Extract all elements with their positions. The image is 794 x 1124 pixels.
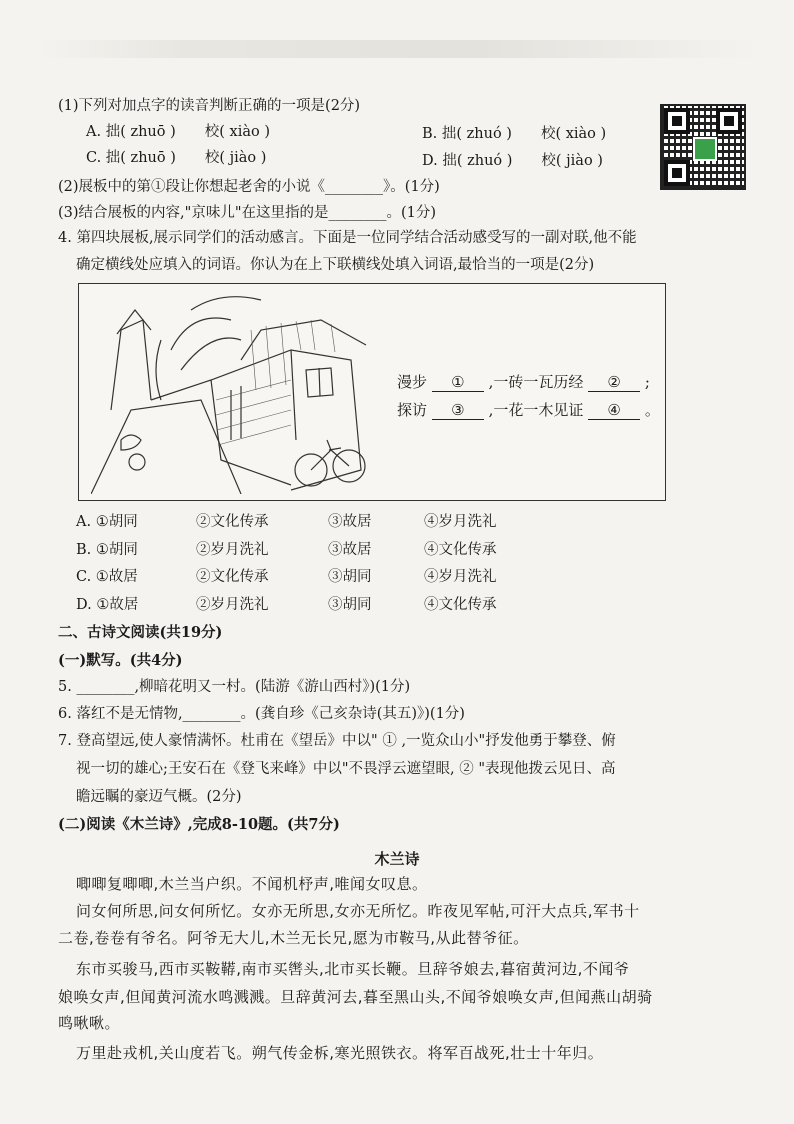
q5: 5. ________,柳暗花明又一村。(陆游《游山西村》)(1分) (58, 679, 411, 695)
q4-option-b-1: B. ①胡同 (76, 542, 138, 558)
q4-line2: 确定横线处应填入的词语。你认为在上下联横线处填入词语,最恰当的一项是(2分) (76, 257, 595, 273)
couplet-upper-pre: 漫步 (397, 373, 428, 391)
qr-logo (693, 137, 717, 161)
q4-option-c-4: ④岁月洗礼 (424, 569, 497, 585)
poem-para-1: 唧唧复唧唧,木兰当户织。不闻机杼声,唯闻女叹息。 (76, 875, 428, 893)
couplet-lower-mid: ,一花一木见证 (488, 401, 584, 419)
poem-para-3c: 鸣啾啾。 (58, 1014, 121, 1032)
qr-code (660, 104, 746, 190)
hutong-sketch-image (91, 290, 381, 494)
q4-option-a-4: ④岁月洗礼 (424, 514, 497, 530)
qr-finder (664, 160, 690, 186)
blank-2: ② (588, 373, 640, 392)
q4-option-a-3: ③故居 (328, 514, 372, 530)
qr-finder (664, 108, 690, 134)
q1-option-c: C. 拙( zhuō ) 校( jiào ) (86, 150, 267, 166)
poem-para-2b: 二卷,卷卷有爷名。阿爷无大儿,木兰无长兄,愿为市鞍马,从此替爷征。 (58, 929, 529, 947)
q1-option-b: B. 拙( zhuó ) 校( xiào ) (422, 126, 607, 142)
scan-shadow (40, 40, 760, 58)
illustration-box (78, 283, 666, 501)
q4-option-d-3: ③胡同 (328, 597, 372, 613)
blank-1: ① (432, 373, 484, 392)
q4-option-c-2: ②文化传承 (196, 569, 269, 585)
section-2-title: 二、古诗文阅读(共19分) (58, 624, 223, 641)
couplet-lower (397, 399, 660, 420)
section-2-sub2: (二)阅读《木兰诗》,完成8-10题。(共7分) (58, 816, 340, 833)
blank-3: ③ (432, 401, 484, 420)
poem-para-3a: 东市买骏马,西市买鞍鞯,南市买辔头,北市买长鞭。旦辞爷娘去,暮宿黄河边,不闻爷 (76, 960, 630, 978)
poem-para-3b: 娘唤女声,但闻黄河流水鸣溅溅。旦辞黄河去,暮至黑山头,不闻爷娘唤女声,但闻燕山胡骑 (58, 988, 653, 1006)
q4-option-d-2: ②岁月洗礼 (196, 597, 269, 613)
q4-line1: 4. 第四块展板,展示同学们的活动感言。下面是一位同学结合活动感受写的一副对联,他不能 (58, 230, 637, 246)
q2: (2)展板中的第①段让你想起老舍的小说《________》。(1分) (58, 179, 440, 195)
q7-line3: 瞻远瞩的豪迈气概。(2分) (76, 789, 242, 805)
q7-line2: 视一切的雄心;王安石在《登飞来峰》中以"不畏浮云遮望眼, ② "表现他拨云见日、高 (76, 761, 616, 777)
q1-option-d: D. 拙( zhuó ) 校( jiào ) (422, 153, 603, 169)
q4-option-b-3: ③故居 (328, 542, 372, 558)
q4-option-b-4: ④文化传承 (424, 542, 497, 558)
q3: (3)结合展板的内容,"京味儿"在这里指的是________。(1分) (58, 205, 437, 221)
poem-para-4: 万里赴戎机,关山度若飞。朔气传金柝,寒光照铁衣。将军百战死,壮士十年归。 (76, 1044, 604, 1062)
poem-para-2a: 问女何所思,问女何所忆。女亦无所思,女亦无所忆。昨夜见军帖,可汗大点兵,军书十 (76, 902, 640, 920)
q1-stem: (1)下列对加点字的读音判断正确的一项是(2分) (58, 98, 361, 114)
q1-option-a: A. 拙( zhuō ) 校( xiào ) (86, 124, 270, 140)
q6: 6. 落红不是无情物,________。(龚自珍《己亥杂诗(其五)》)(1分) (58, 706, 465, 722)
q4-option-a-1: A. ①胡同 (76, 514, 138, 530)
couplet-upper (397, 371, 650, 392)
blank-4: ④ (588, 401, 640, 420)
couplet-upper-mid: ,一砖一瓦历经 (488, 373, 584, 391)
q4-option-c-3: ③胡同 (328, 569, 372, 585)
couplet-lower-end: 。 (644, 401, 660, 419)
couplet-lower-pre: 探访 (397, 401, 428, 419)
q7-line1: 7. 登高望远,使人豪情满怀。杜甫在《望岳》中以" ① ,一览众山小"抒发他勇于攀登、俯 (58, 733, 616, 749)
q4-option-a-2: ②文化传承 (196, 514, 269, 530)
poem-title: 木兰诗 (374, 850, 420, 868)
q4-option-c-1: C. ①故居 (76, 569, 138, 585)
q4-option-b-2: ②岁月洗礼 (196, 542, 269, 558)
qr-finder (716, 108, 742, 134)
q4-option-d-4: ④文化传承 (424, 597, 497, 613)
couplet-upper-end: ; (644, 373, 650, 391)
q4-option-d-1: D. ①故居 (76, 597, 139, 613)
section-2-sub1: (一)默写。(共4分) (58, 652, 183, 669)
